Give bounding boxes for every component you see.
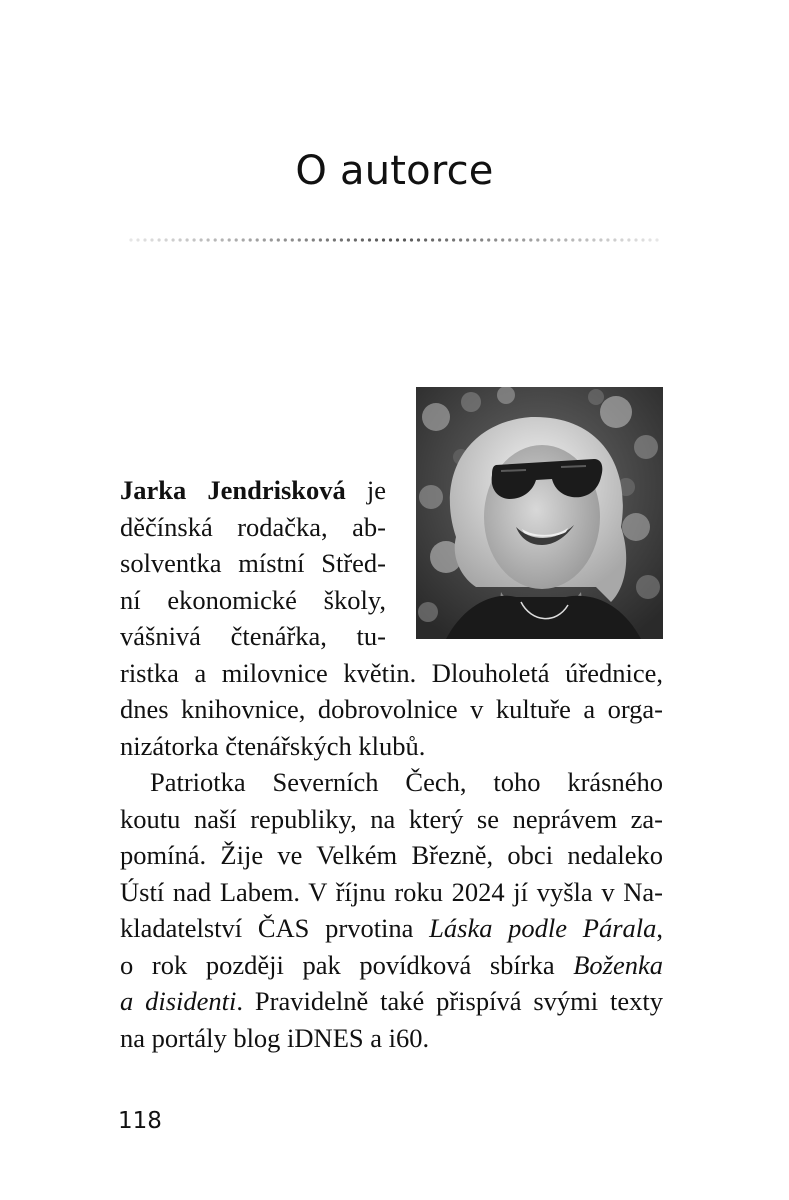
divider-dot <box>333 238 336 241</box>
divider-dot <box>634 238 637 241</box>
bio-line: dnes knihovnice, dobrovolnice v kultuře a orga- <box>120 694 663 724</box>
divider-dot <box>508 238 511 241</box>
divider-dot <box>452 238 455 241</box>
divider-dot <box>655 238 658 241</box>
divider-dot <box>543 238 546 241</box>
divider-dot <box>550 238 553 241</box>
divider-dot <box>228 238 231 241</box>
bio-line: na portály blog iDNES a i60. <box>120 1022 430 1053</box>
bio-line: koutu naší republiky, na který se neprávem za- <box>120 803 663 834</box>
divider-dot <box>361 238 364 241</box>
divider-dot <box>298 238 301 241</box>
divider-dot <box>571 238 574 241</box>
divider-dot <box>207 238 210 241</box>
divider-dot <box>585 238 588 241</box>
divider-dot <box>263 238 266 241</box>
divider-dot <box>375 238 378 241</box>
bio-line: Patriotka Severních Čech, toho krásného <box>150 767 663 797</box>
divider-dot <box>445 238 448 241</box>
divider-dot <box>291 238 294 241</box>
divider-dot <box>284 238 287 241</box>
divider-dot <box>466 238 469 241</box>
divider-dot <box>136 238 139 241</box>
divider-dot <box>613 238 616 241</box>
divider-dot <box>599 238 602 241</box>
divider-dot <box>389 238 392 241</box>
divider-dot <box>179 238 182 241</box>
bio-line: a disidenti. Pravidelně také přispívá svými texty <box>120 986 663 1016</box>
bio-line: ní ekonomické školy, <box>120 584 386 615</box>
divider-dot <box>340 238 343 241</box>
divider-dot <box>235 238 238 241</box>
divider-dot <box>473 238 476 241</box>
divider-dot <box>424 238 427 241</box>
divider-dot <box>158 238 161 241</box>
bio-line: Ústí nad Labem. V říjnu roku 2024 jí vyšla v Na- <box>120 876 663 907</box>
divider-dot <box>396 238 399 241</box>
author-bio <box>120 472 663 1056</box>
divider-dot <box>368 238 371 241</box>
divider-dot <box>641 238 644 241</box>
divider-dot <box>326 238 329 241</box>
divider-dot <box>165 238 168 241</box>
author-name: Jarka Jendrisková <box>120 475 346 505</box>
bio-line: pomíná. Žije ve Velkém Březně, obci nedaleko <box>120 840 663 870</box>
divider-dot <box>564 238 567 241</box>
bio-line: nizátorka čtenářských klubů. <box>120 730 426 761</box>
bio-line: děčínská rodačka, ab- <box>120 511 386 542</box>
book-title: a disidenti <box>120 986 237 1016</box>
divider-dot <box>143 238 146 241</box>
divider-dot <box>403 238 406 241</box>
bio-line: solventka místní Střed- <box>120 548 386 578</box>
bio-line: o rok později pak povídková sbírka Boženka <box>120 949 663 980</box>
book-title: Boženka <box>573 949 663 980</box>
divider-dot <box>620 238 623 241</box>
divider-dot <box>347 238 350 241</box>
divider-dot <box>270 238 273 241</box>
divider-dot <box>487 238 490 241</box>
divider-dot <box>214 238 217 241</box>
divider-dot <box>129 238 132 241</box>
bio-line: Jarka Jendrisková je <box>120 475 386 505</box>
divider-dot <box>221 238 224 241</box>
book-title: Láska podle Párala <box>429 913 657 943</box>
divider-dot <box>242 238 245 241</box>
bio-line: ristka a milovnice květin. Dlouholetá úřednice, <box>120 657 663 688</box>
divider-dot <box>431 238 434 241</box>
divider-dot <box>592 238 595 241</box>
divider-dot <box>186 238 189 241</box>
page-number: 118 <box>118 1108 162 1134</box>
divider-dot <box>193 238 196 241</box>
divider-dot <box>557 238 560 241</box>
divider-dot <box>382 238 385 241</box>
bio-line: kladatelství ČAS prvotina Láska podle Párala, <box>120 913 663 943</box>
divider-dot <box>522 238 525 241</box>
divider-dot <box>515 238 518 241</box>
divider-dot <box>438 238 441 241</box>
divider-dot <box>536 238 539 241</box>
divider-dot <box>410 238 413 241</box>
divider-dot <box>354 238 357 241</box>
divider-dot <box>648 238 651 241</box>
divider-dot <box>249 238 252 241</box>
divider-dot <box>606 238 609 241</box>
divider-dot <box>319 238 322 241</box>
divider-dot <box>305 238 308 241</box>
divider-dot <box>172 238 175 241</box>
bio-line: vášnivá čtenářka, tu- <box>120 621 386 651</box>
divider-dot <box>459 238 462 241</box>
divider-dot <box>417 238 420 241</box>
divider-dot <box>494 238 497 241</box>
divider-dot <box>627 238 630 241</box>
divider-dot <box>256 238 259 241</box>
dotted-divider <box>128 237 660 243</box>
divider-dot <box>200 238 203 241</box>
divider-dot <box>150 238 153 241</box>
divider-dot <box>578 238 581 241</box>
page-title: O autorce <box>295 148 494 194</box>
divider-dot <box>312 238 315 241</box>
divider-dot <box>277 238 280 241</box>
divider-dot <box>501 238 504 241</box>
divider-dot <box>529 238 532 241</box>
divider-dot <box>480 238 483 241</box>
